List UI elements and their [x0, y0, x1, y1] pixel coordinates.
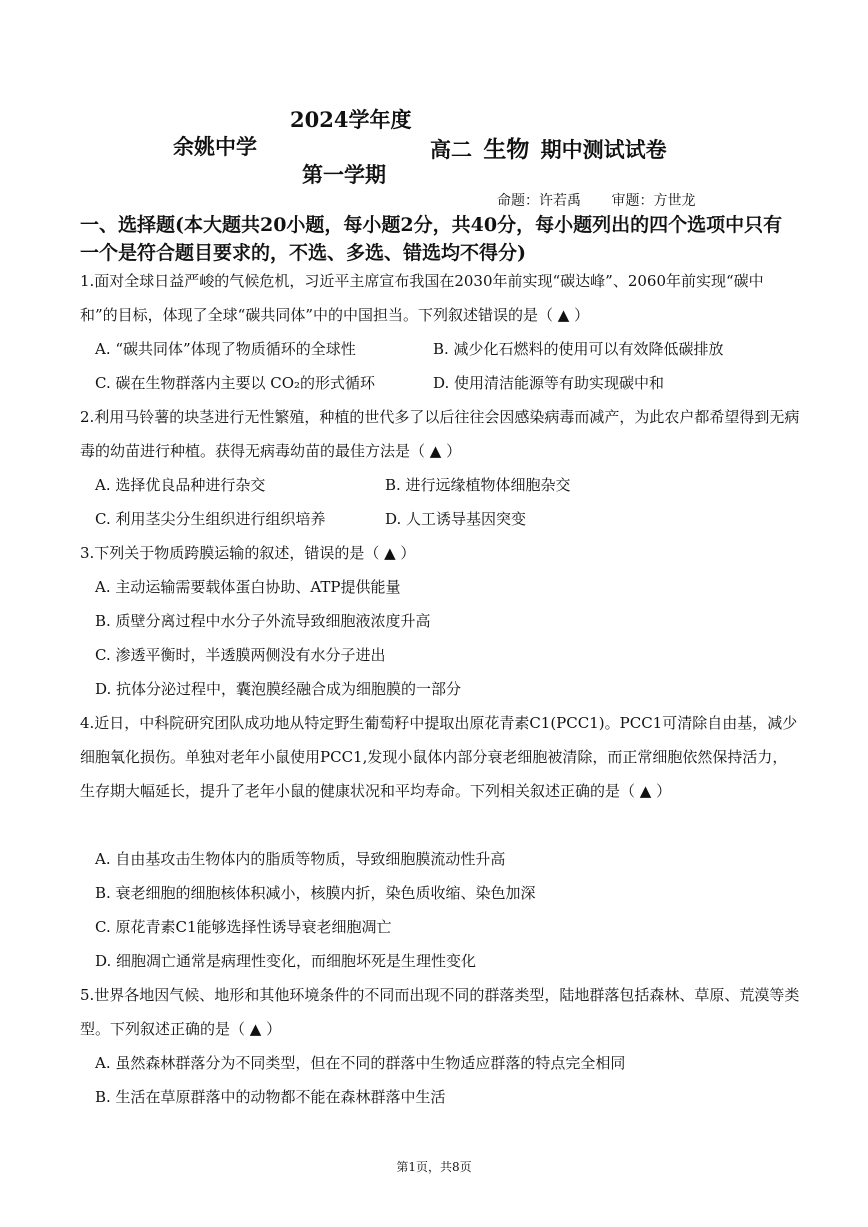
question-1-options-row-1 — [95, 332, 805, 366]
question-2-options-row-1 — [95, 468, 805, 502]
option-a: A. 虽然森林群落分为不同类型，但在不同的群落中生物适应群落的特点完全相同 — [95, 1054, 626, 1072]
page-number: 第1页，共8页 — [396, 1160, 472, 1174]
option-b: B. 减少化石燃料的使用可以有效降低碳排放 — [433, 340, 724, 358]
question-1-options-row-2 — [95, 366, 805, 400]
school-name: 余姚中学 — [173, 134, 257, 159]
option-b: B. 质壁分离过程中水分子外流导致细胞液浓度升高 — [95, 612, 431, 630]
question-5-stem: 5.世界各地因气候、地形和其他环境条件的不同而出现不同的群落类型，陆地群落包括森林、草原、荒漠等类型。下列叙述正确的是（ ▲ ） — [80, 986, 800, 1038]
option-c: C. 碳在生物群落内主要以 CO₂的形式循环 — [95, 374, 376, 392]
author: 命题：许若禹 — [497, 193, 581, 209]
course-subject: 生物 — [483, 136, 530, 163]
question-2-stem: 2.利用马铃薯的块茎进行无性繁殖，种植的世代多了以后往往会因感染病毒而减产，为此农户都希望得到无病毒的幼苗进行种植。获得无病毒幼苗的最佳方法是（ ▲ ） — [80, 408, 800, 460]
option-b: B. 衰老细胞的细胞核体积减小，核膜内折，染色质收缩、染色加深 — [95, 884, 536, 902]
option-c: C. 渗透平衡时，半透膜两侧没有水分子进出 — [95, 646, 386, 664]
option-b: B. 进行远缘植物体细胞杂交 — [385, 476, 571, 494]
exam-authors — [497, 190, 695, 210]
option-a: A. “碳共同体”体现了物质循环的全球性 — [95, 340, 356, 358]
option-a: A. 选择优良品种进行杂交 — [95, 476, 266, 494]
question-1-stem: 1.面对全球日益严峻的气候危机，习近平主席宣布我国在2030年前实现“碳达峰”、2060年前实现“碳中和”的目标，体现了全球“碳共同体”中的中国担当。下列叙述错误的是（ ▲ ） — [80, 272, 764, 324]
option-a: A. 自由基攻击生物体内的脂质等物质，导致细胞膜流动性升高 — [95, 850, 506, 868]
question-4-stem: 4.近日，中科院研究团队成功地从特定野生葡萄籽中提取出原花青素C1(PCC1)。PCC1可清除自由基，减少细胞氧化损伤。单独对老年小鼠使用PCC1,发现小鼠体内部分衰老细胞被清除，而正常细胞依然保持活力，生存期大幅延长，提升了老年小鼠的健康状况和平均寿命。下列相关叙述正确的是（ ▲ ） — [80, 714, 798, 800]
option-d: D. 人工诱导基因突变 — [385, 510, 527, 528]
exam-title — [430, 131, 667, 164]
exam-year: 2024学年度 — [290, 107, 412, 132]
option-c: C. 原花青素C1能够选择性诱导衰老细胞凋亡 — [95, 918, 392, 936]
section-heading: 一、选择题(本大题共20小题，每小题2分，共40分，每小题列出的四个选项中只有一个是符合题目要求的，不选、多选、错选均不得分) — [80, 214, 783, 264]
reviewer: 审题：方世龙 — [611, 193, 696, 209]
option-d: D. 抗体分泌过程中，囊泡膜经融合成为细胞膜的一部分 — [95, 680, 462, 698]
exam-name: 期中测试试卷 — [540, 137, 667, 162]
question-3-stem: 3.下列关于物质跨膜运输的叙述，错误的是（ ▲ ） — [80, 544, 416, 562]
semester: 第一学期 — [302, 162, 386, 187]
option-d: D. 使用清洁能源等有助实现碳中和 — [433, 374, 665, 392]
option-c: C. 利用茎尖分生组织进行组织培养 — [95, 510, 326, 528]
question-2-options-row-2 — [95, 502, 805, 536]
option-a: A. 主动运输需要载体蛋白协助、ATP提供能量 — [95, 578, 401, 596]
course-grade: 高二 — [430, 137, 472, 162]
option-b: B. 生活在草原群落中的动物都不能在森林群落中生活 — [95, 1088, 446, 1106]
option-d: D. 细胞凋亡通常是病理性变化，而细胞坏死是生理性变化 — [95, 952, 477, 970]
